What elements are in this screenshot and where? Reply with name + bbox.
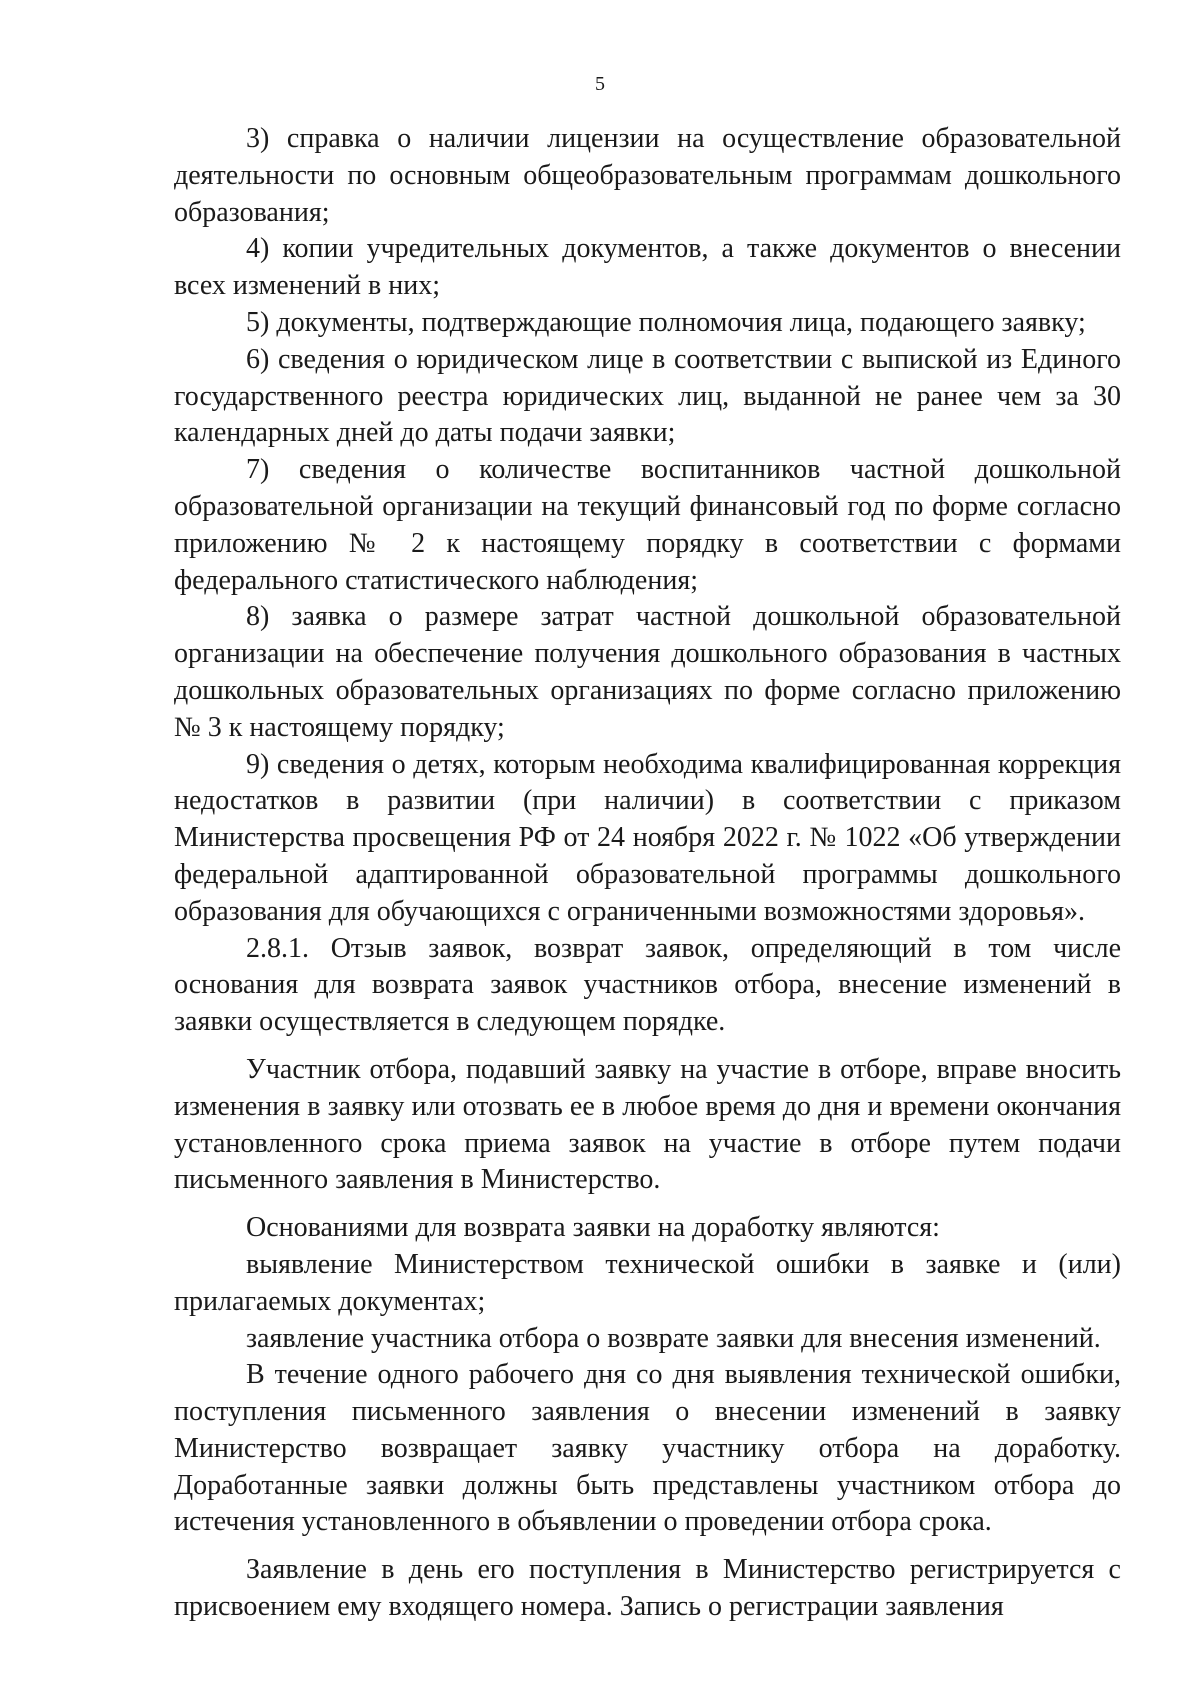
paragraph-withdrawal-rules: Участник отбора, подавший заявку на участие в отборе, вправе вносить изменения в заявку или отозвать ее в любое время до дня и времени окончания установленного срока приема заявок на участие в отборе путем подачи письменного заявления в Министерство. (174, 1053, 1121, 1196)
paragraph-registration: Заявление в день его поступления в Министерство регистрируется с присвоением ему входящего номера. Запись о регистрации заявления (174, 1554, 1121, 1623)
paragraph-item-8: 8) заявка о размере затрат частной дошкольной образовательной организации на обеспечение получения дошкольного образования в частных дошкольных образовательных организациях по форме согласно приложению № 3 к настоящему порядку; (174, 601, 1121, 743)
paragraph-item-3: 3) справка о наличии лицензии на осуществление образовательной деятельности по основным общеобразовательным программам дошкольного образования; (174, 123, 1121, 228)
paragraph-item-4: 4) копии учредительных документов, а также документов о внесении всех изменений в них; (174, 233, 1121, 302)
paragraph-section-2-8-1: 2.8.1. Отзыв заявок, возврат заявок, определяющий в том числе основания для возврата заявок участников отбора, внесение изменений в заявки осуществляется в следующем порядке. (174, 932, 1121, 1038)
paragraph-item-5: 5) документы, подтверждающие полномочия лица, подающего заявку; (246, 306, 1086, 338)
paragraph-return-procedure: В течение одного рабочего дня со дня выявления технической ошибки, поступления письменного заявления о внесении изменений в заявку Министерство возвращает заявку участнику отбора на доработку. Доработанные заявки должны быть представлены участником отбора до истечения установленного в объявлении о проведении отбора срока. (174, 1359, 1121, 1538)
paragraph-item-7: 7) сведения о количестве воспитанников частной дошкольной образовательной организации на текущий финансовый год по форме согласно приложению № 2 к настоящему порядку в соответствии с формами федерального статистического наблюдения; (174, 454, 1121, 596)
page-number: 5 (595, 73, 605, 95)
paragraph-return-grounds: Основаниями для возврата заявки на доработку являются: (246, 1212, 940, 1244)
paragraph-item-9: 9) сведения о детях, которым необходима квалифицированная коррекция недостатков в развитии (при наличии) в соответствии с приказом Министерства просвещения РФ от 24 ноября 2022 г. № 1022 «Об утверждении федеральной адаптированной образовательной программы дошкольного образования для обучающихся с ограниченными возможностями здоровья». (174, 748, 1121, 927)
document-body (174, 121, 1121, 1626)
paragraph-item-6: 6) сведения о юридическом лице в соответствии с выпиской из Единого государственного реестра юридических лиц, выданной не ранее чем за 30 календарных дней до даты подачи заявки; (174, 343, 1121, 449)
paragraph-ground-participant-request: заявление участника отбора о возврате заявки для внесения изменений. (246, 1322, 1101, 1354)
paragraph-ground-technical-error: выявление Министерством технической ошибки в заявке и (или) прилагаемых документах; (174, 1248, 1121, 1317)
